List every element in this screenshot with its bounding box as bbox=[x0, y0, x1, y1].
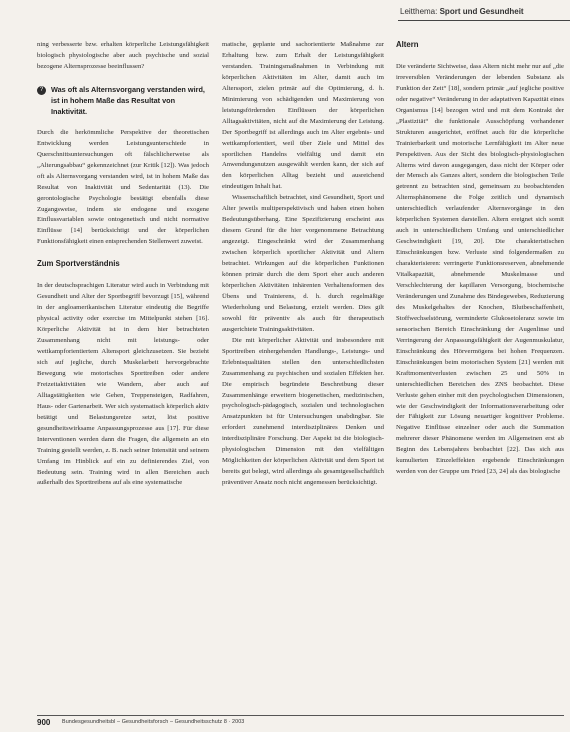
question-marker-icon: ? bbox=[37, 86, 46, 95]
intro-paragraph: ning verbesserte bzw. erhalten körperliche Leistungsfähigkeit biologisch physiologische aber auch psychische und sozial bezogene Alternsprozesse beeinflussen? bbox=[37, 41, 209, 70]
page-number: 900 bbox=[37, 718, 51, 727]
body-paragraph: Die veränderte Sichtweise, dass Altern nicht mehr nur auf „die irreversiblen Veränderungen der lebenden Substanz als Funktion der Zeit“ [18], sondern primär „auf jegliche positive oder negative“ Veränderung in der adaptativen Kapazität eines Organismus [14] bezogen wird und mit dem Kontrakt der „Plastizität“ die funktionale Ausschöpfung vorhandener Strukturen ausgerichtet, eröffnet auch für die körperliche Trainierbarkeit und motorische Lernfähigkeit im Alter neue Perspektiven. Aus der Sicht des biologisch-physiologischen Alterns wird davon ausgegangen, dass nicht der Körper oder der Mensch als Ganzes altert, sondern die biologischen Teile getrennt zu betrachten sind, gemeinsam zu beobachtenden Alternsphänomene die Folge zeitlich und dynamisch unterschiedlich verlaufender Alternsvorgänge in den körperlichen Systemen darstellen. Altern ereignet sich somit auch in unterschiedlichem Umfang und unterschiedlicher Geschwindigkeit [19, 20]. Die charakteristischen Einschränkungen bzw. Verluste sind folgendermaßen zu charakterisieren: verringerte Funktionsreserven, abnehmende Vitalkapazität, abnehmende Muskelmasse und Verschlechterung der kapillaren Versorgung, biochemische Veränderungen und Zunahme des Bindegewebes, Reduzierung des Muskelgehaltes der Knochen, Blutbeschaffenheit, Stoffwechselstörung, verminderte Glukosetoleranz sowie im sensorischen Bereich Einschränkung der Augenlinse und Verringerung der Anpassungsfähigkeit der Augenmuskulatur, Einschränkung des Hörvermögens bei hohen Frequenzen. Einschränkungen beim motorischen System [21] werden mit Kraftmomentverlusten zwischen 25 und 50% in unterschiedlichen Bereichen des ZNS beobachtet. Diese Verluste gehen einher mit den psychologischen Dimensionen, wie der Geschwindigkeit der Informationsverarbeitung oder der Fähigkeit zur Lösung neuartiger kognitiver Probleme. Negative Einflüsse einzelner oder auch die Summation mehrerer dieser Phänomene werden im Allgemeinen erst ab Beginn des Lebensjahres beobachtet [22]. Das sich aus kumulierten Einzeleffekten ergebende Einschränkungen werden von der Gruppe um Fried [23, 24] als das biologische bbox=[396, 62, 564, 476]
page-footer bbox=[0, 715, 570, 729]
journal-citation: Bundesgesundheitsbl – Gesundheitsforsch – Gesundheitsschutz 8 · 2003 bbox=[62, 719, 245, 725]
footer-rule bbox=[37, 715, 564, 716]
header-rule bbox=[398, 20, 570, 21]
body-paragraph: Durch die herkömmliche Perspektive der theoretischen Entwicklung werden Leistungsunterschiede in Querschnittsuntersuchungen oft fälschlicherweise als „Alterungsabbau“ gekennzeichnet (zur Kritik [12]). Was jedoch oft als Alternsvorgang verstanden wird, ist in hohem Maße das Resultat von Inaktivität und Sedentarität (13). Die gerontologische Psychologie bestätigt ebenfalls diese Zugangsweise, indem sie endogene und exogene Einflussvariablen sowie ontogenetisch und nicht normative Einflüsse [14] berücksichtigt und der körperlichen Funktionsfähigkeit einen entsprechenden Stellenwert zuweist. bbox=[37, 128, 209, 246]
header-section-prefix: Leitthema: bbox=[400, 7, 438, 16]
body-paragraph: Die mit körperlicher Aktivität und insbesondere mit Sporttreiben einhergehenden Handlungs-, Leistungs- und Erlebnisqualitäten stellen den unterschiedlichsten Zusammenhang zu psychischen und sozialen Effekten her. Die empirisch begründete Beschreibung dieser Zusammenhänge erweitern biogenetischen, medizinischen, psychologisch-pädagogisch, sozialen und technologischen Ansatzpunkten ist für Untersuchungen unabdingbar. Sie erfordert zunehmend interdisziplinäres Denken und interdisziplinäre Forschung. Der Aspekt ist die biologisch-physiologischen Dimension mit den vielfältigen Möglichkeiten der körperlichen Aktivität und dem Sport ist bereits gut belegt, wird allerdings als gesamtgesellschaftlich präventiver Ansatz noch nicht angemessen berücksichtigt. bbox=[222, 336, 384, 487]
running-header bbox=[0, 4, 570, 20]
header-title bbox=[400, 7, 524, 16]
text-column-right bbox=[396, 40, 564, 478]
text-column-middle bbox=[222, 40, 384, 489]
body-paragraph: Wissenschaftlich betrachtet, sind Gesundheit, Sport und Alter jeweils multiperspektivisch und haben einen hohen Bedeutungsüberhang. Eine Spezifizierung erscheint aus diesem Grund für die hier vorgenommene Betrachtung angezeigt. Eingeschränkt wird der Zusammenhang zwischen körperlich sportlicher Aktivität und Altern betrachtet. Wirkungen auf die körperlichen Funktionen können primär durch die dem Sport eher auch anderen körperlichen Aktivitäten inhärenten Verhaltensformen des Übens und Trainierens, d. h. durch regelmäßige Wiederholung und Belastung, erzielt werden. Dies gilt sowohl für präventiv als auch für therapeutisch ausgerichtete Trainingsaktivitäten. bbox=[222, 194, 384, 333]
body-paragraph: In der deutschsprachigen Literatur wird auch in Verbindung mit Gesundheit und Alter der Sportbegriff bevorzugt [15], während in der angloamerikanischen Literatur eindeutig die Begriffe physical activity oder exercise im Mittelpunkt stehen [16]. Körperliche Aktivität ist in dem hier betrachteten Zusammenhang nicht mit leistungs- oder wettkampforientiertem Altensport gleichzusetzen. Sie bezieht sich auf jegliche, durch Muskelarbeit hervorgebrachte Bewegung wie motorisches Sporttreiben oder andere Freizeitaktivitäten wie Wandern, aber auch auf Alltagstätigkeiten wie Gehen, Treppensteigen, Radfahren, Haus- oder Gartenarbeit. Wer sich systematisch körperlich aktiv betätigt und Belastungsreize setzt, löst positive gesundheitswirksame Anpassungsprozesse aus [17]. Für diese Interventionen werden dann die Fragen, die allgemein an ein Training gestellt werden, z. B. nach seiner Intensität und seinem Umfang im Hinblick auf ein zu definierendes Ziel, von Bedeutung sein. Training wird in allen Bereichen auch außerhalb des Sporttreibens auf als eine systematische bbox=[37, 282, 209, 487]
section-heading: Zum Sportverständnis bbox=[37, 259, 120, 269]
highlighted-question bbox=[37, 84, 209, 117]
header-section-topic: Sport und Gesundheit bbox=[439, 7, 524, 16]
body-paragraph: matische, geplante und sachorientierte Maßnahme zur Erhaltung bzw. zum Erhalt der Leistungsfähigkeit verstanden. Trainingsmaßnahmen in Verbindung mit körperlichen Aktivitäten im Alter, damit auch im Alterssport, zielen primär auf die Optimierung, d. h. Minimierung von schädigenden und Maximierung von leistungsfördernden Einflüssen der körperlichen Alltagsaktivitäten, nicht auf die Maximierung der Leistung. Der Sportbegriff ist allerdings auch im Alter ergebnis- und wettkampforientiert, weil über Ziele und Mittel des sportlichen Handelns vielfältig und damit ein Anwendungsnutzen ausgewählt werden kann, der sich auf den körperlichen Alltag bezieht und ausreichend eindeutigen Inhalt hat. bbox=[222, 41, 384, 191]
section-heading: Altern bbox=[396, 40, 419, 49]
text-column-left bbox=[37, 40, 209, 489]
question-text: Was oft als Alternsvorgang verstanden wird, ist in hohem Maße das Resultat von Inaktivität. bbox=[51, 84, 205, 116]
